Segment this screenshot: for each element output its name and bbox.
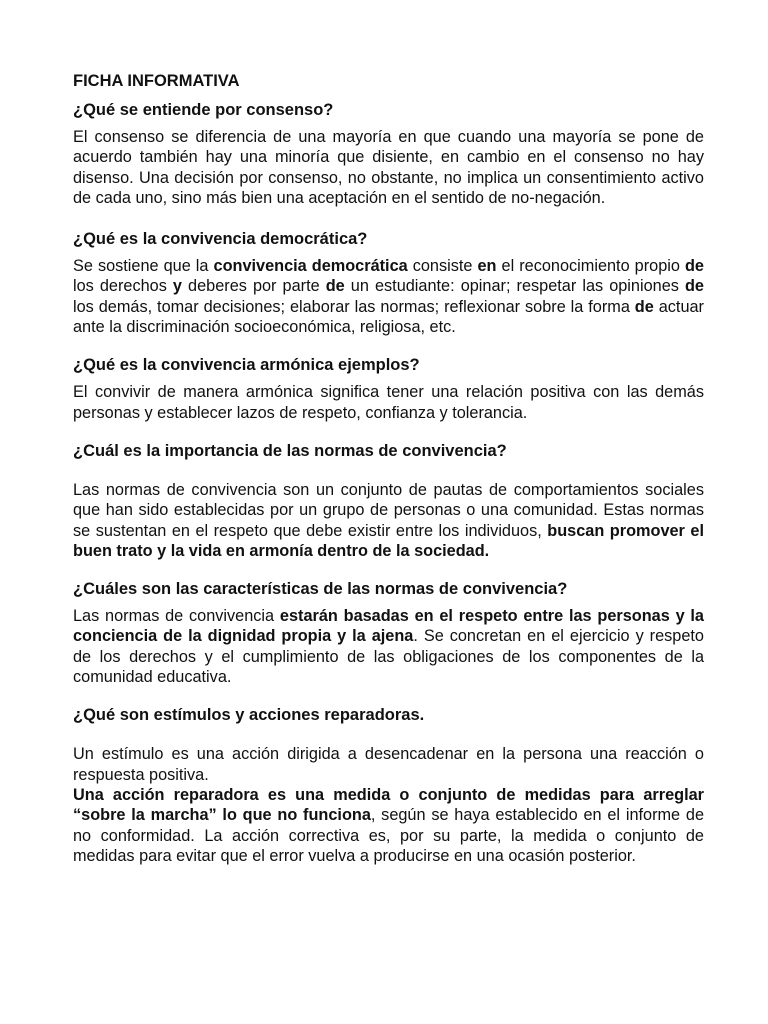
section-paragraph: El convivir de manera armónica significa tener una relación positiva con las demás personas y establecer lazos de respeto, confianza y tolerancia. <box>73 383 704 422</box>
section-paragraph <box>73 785 704 866</box>
bold-run: buscan promover el buen trato y la vida en armonía dentro de la sociedad. <box>73 521 704 560</box>
section-heading: ¿Qué es la convivencia democrática? <box>73 230 368 249</box>
text-run: Se sostiene que la <box>73 257 214 276</box>
bold-run: y <box>172 277 182 296</box>
text-run: Las normas de convivencia son un conjunto de pautas de comportamientos sociales que han sido establecidas por un grupo de personas o una comunidad. Estas normas se sustentan en el respeto que debe existir entre los individuos, <box>73 480 704 540</box>
bold-run: de <box>684 257 704 276</box>
text-run: un estudiante: opinar; respetar las opiniones <box>344 277 685 296</box>
bold-run: de <box>325 277 345 296</box>
text-run: consiste <box>407 257 478 276</box>
section-heading: ¿Qué se entiende por consenso? <box>73 101 334 119</box>
section-paragraph: Un estímulo es una acción dirigida a desencadenar en la persona una reacción o respuesta positiva. <box>73 745 704 784</box>
bold-run: estarán basadas en el respeto entre las personas y la conciencia de la dignidad propia y la ajena <box>73 607 704 646</box>
section-heading: ¿Cuál es la importancia de las normas de convivencia? <box>73 441 507 460</box>
section-paragraph <box>73 480 704 561</box>
text-run: . Se concretan en el ejercicio y respeto de los derechos y el cumplimiento de las obligaciones de los componentes de la comunidad educativa. <box>73 627 704 687</box>
text-run: el reconocimiento propio <box>496 257 685 276</box>
text-run: los demás, tomar decisiones; elaborar las normas; reflexionar sobre la forma <box>73 297 635 316</box>
section-heading: ¿Cuáles son las características de las normas de convivencia? <box>73 580 568 599</box>
document-title: FICHA INFORMATIVA <box>73 72 240 90</box>
section-convivencia-democratica <box>73 228 704 337</box>
text-run: los derechos <box>73 277 173 296</box>
section-importancia-normas <box>73 440 704 561</box>
section-convivencia-armonica <box>73 354 704 423</box>
text-run: deberes por parte <box>181 277 326 296</box>
section-heading: ¿Qué son estímulos y acciones reparadoras. <box>73 706 425 725</box>
section-consenso <box>73 99 704 208</box>
bold-run: Una acción reparadora es una medida o conjunto de medidas para arreglar “sobre la marcha” lo que no funciona <box>73 785 704 825</box>
bold-run: convivencia democrática <box>213 257 408 276</box>
bold-run: de <box>684 277 704 296</box>
text-run: Las normas de convivencia <box>73 607 280 626</box>
section-paragraph <box>73 606 704 687</box>
section-paragraph <box>73 256 704 337</box>
text-run: , según se haya establecido en el informe de no conformidad. La acción correctiva es, por su parte, la medida o conjunto de medidas para evitar que el error vuelva a producirse en una ocasión posterior. <box>73 806 704 865</box>
section-caracteristicas-normas <box>73 578 704 687</box>
bold-run: en <box>477 257 497 276</box>
section-paragraph: El consenso se diferencia de una mayoría en que cuando una mayoría se pone de acuerdo también hay una minoría que disiente, en cambio en el consenso no hay disenso. Una decisión por consenso, no obstante, no implica un consentimiento activo de cada uno, sino más bien una aceptación en el sentido de no-negación. <box>73 128 704 207</box>
bold-run: de <box>634 297 654 316</box>
section-estimulos-acciones <box>73 704 704 866</box>
text-run: actuar ante la discriminación socioeconómica, religiosa, etc. <box>73 297 704 337</box>
section-heading: ¿Qué es la convivencia armónica ejemplos? <box>73 356 420 375</box>
